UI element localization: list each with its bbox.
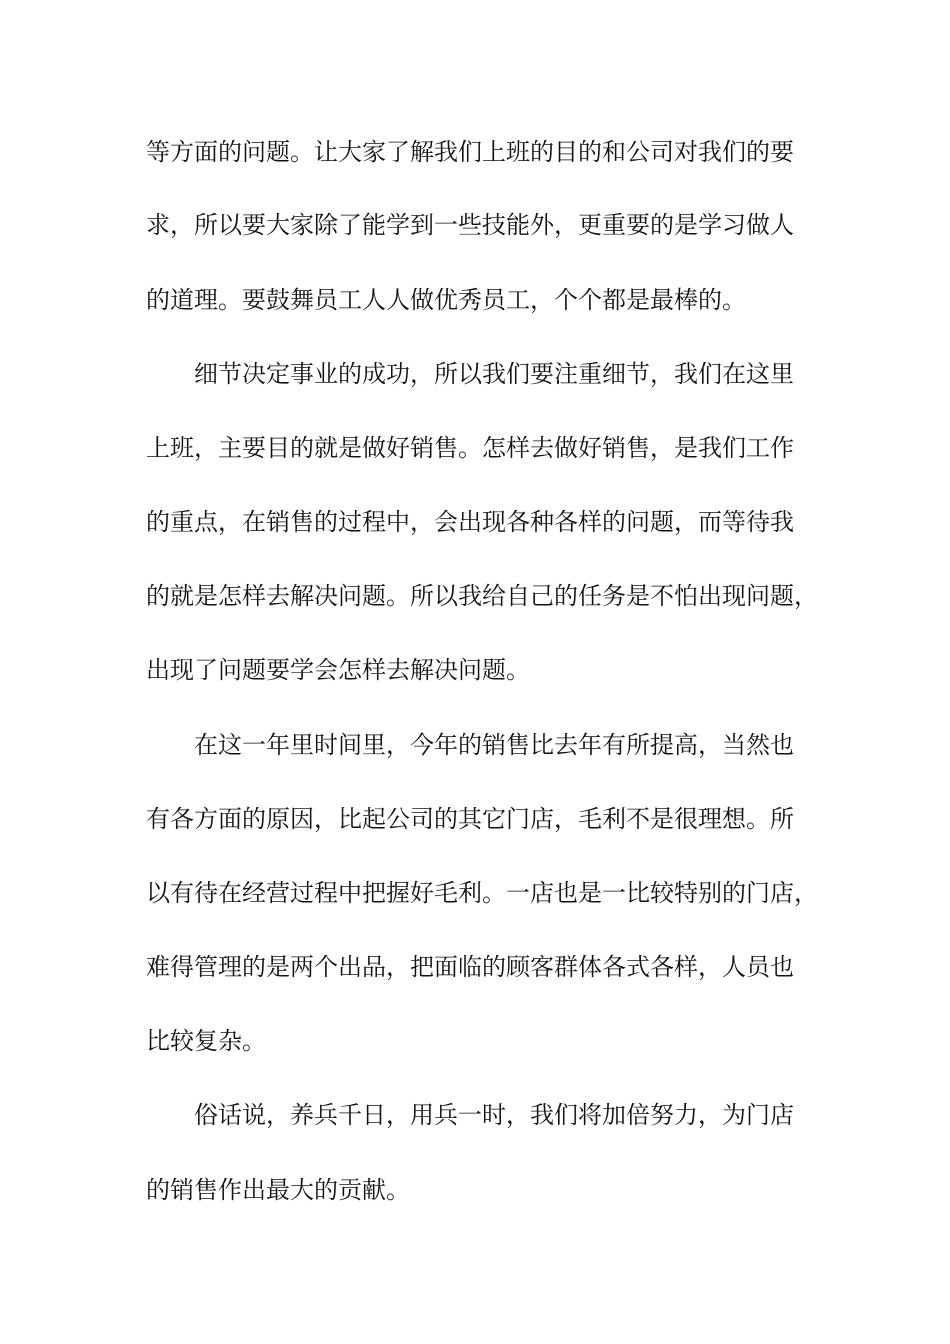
text-line: 有各方面的原因，比起公司的其它门店，毛利不是很理想。所 — [146, 805, 794, 833]
text-line: 等方面的问题。让大家了解我们上班的目的和公司对我们的要 — [146, 138, 794, 166]
text-line: 的重点，在销售的过程中，会出现各种各样的问题，而等待我 — [146, 508, 794, 536]
text-line: 求，所以要大家除了能学到一些技能外，更重要的是学习做人 — [146, 211, 794, 239]
text-line: 的销售作出最大的贡献。 — [146, 1176, 410, 1204]
text-line: 出现了问题要学会怎样去解决问题。 — [146, 656, 530, 684]
paragraph-start-line: 在这一年里时间里，今年的销售比去年有所提高，当然也 — [194, 731, 794, 759]
paragraph-start-line: 俗话说，养兵千日，用兵一时，我们将加倍努力，为门店 — [194, 1101, 794, 1129]
text-line: 以有待在经营过程中把握好毛利。一店也是一比较特别的门店， — [146, 879, 818, 907]
text-line: 的就是怎样去解决问题。所以我给自己的任务是不怕出现问题， — [146, 582, 818, 610]
paragraph-start-line: 细节决定事业的成功，所以我们要注重细节，我们在这里 — [194, 360, 794, 388]
text-line: 比较复杂。 — [146, 1027, 266, 1055]
text-line: 的道理。要鼓舞员工人人做优秀员工，个个都是最棒的。 — [146, 286, 746, 314]
text-line: 难得管理的是两个出品，把面临的顾客群体各式各样，人员也 — [146, 953, 794, 981]
text-line: 上班，主要目的就是做好销售。怎样去做好销售，是我们工作 — [146, 434, 794, 462]
